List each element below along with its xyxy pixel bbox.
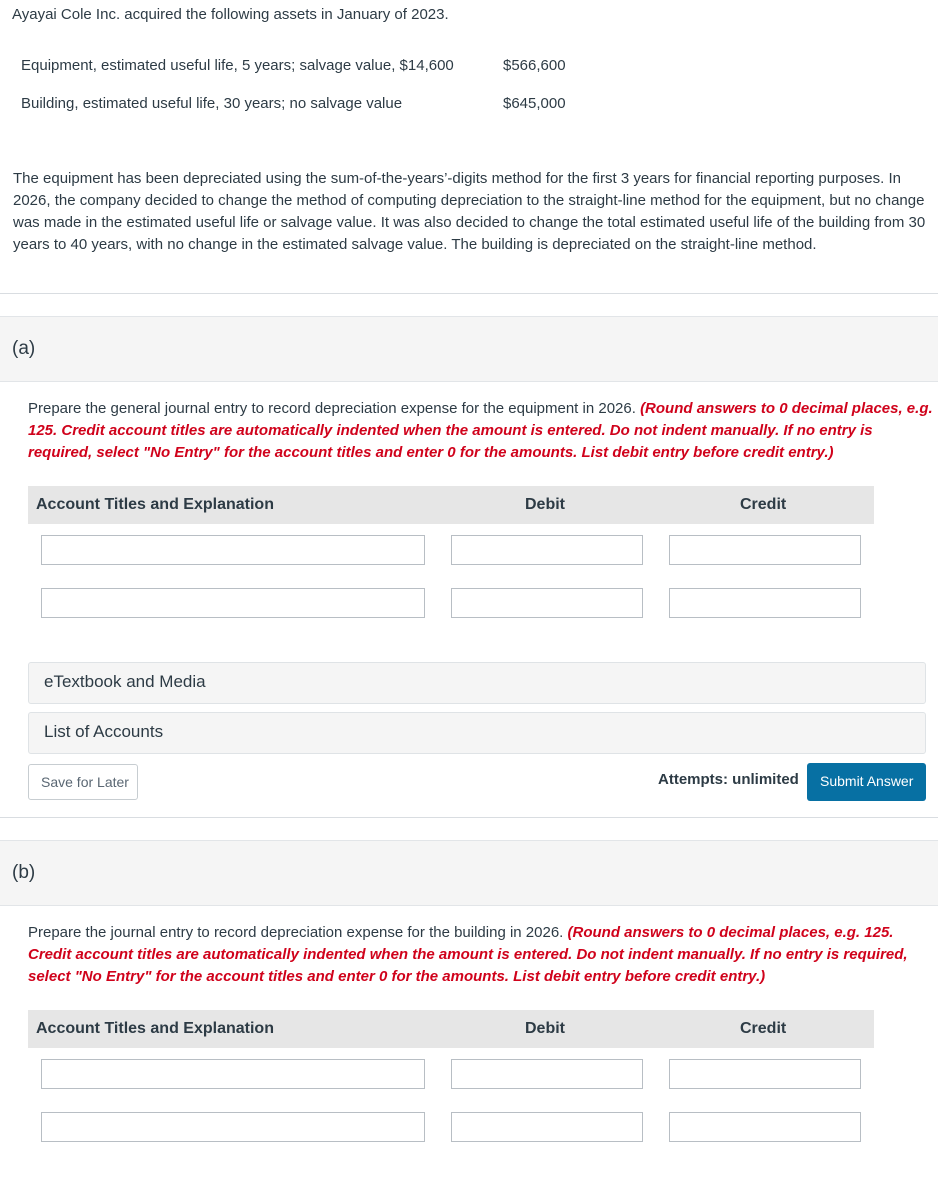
submit-answer-button[interactable] bbox=[807, 763, 926, 801]
problem-intro: Ayayai Cole Inc. acquired the following assets in January of 2023. bbox=[12, 6, 449, 23]
part-a-row1-debit-input[interactable] bbox=[451, 535, 643, 565]
part-a-row2-account-input[interactable] bbox=[41, 588, 425, 618]
part-b-row1-account-input[interactable] bbox=[41, 1059, 425, 1089]
part-a-table-header bbox=[28, 486, 874, 524]
part-a-instructions bbox=[28, 398, 933, 464]
submit-answer-label: Submit Answer bbox=[820, 773, 914, 789]
part-b-row2-debit-input[interactable] bbox=[451, 1112, 643, 1142]
part-b-row1-credit-input[interactable] bbox=[669, 1059, 861, 1089]
list-of-accounts-toggle[interactable] bbox=[28, 712, 926, 754]
col-account-titles: Account Titles and Explanation bbox=[36, 1020, 274, 1037]
asset-building-label: Building, estimated useful life, 30 years; no salvage value bbox=[21, 95, 403, 112]
save-for-later-label: Save for Later bbox=[41, 774, 129, 790]
part-b-row1-debit-input[interactable] bbox=[451, 1059, 643, 1089]
part-a-instruction-text: Prepare the general journal entry to record depreciation expense for the equipment in 2026. bbox=[28, 400, 636, 417]
asset-building-amount: $645,000 bbox=[503, 95, 566, 112]
part-b-label: (b) bbox=[12, 862, 36, 883]
part-b-table-header bbox=[28, 1010, 874, 1048]
part-a-row1-account-input[interactable] bbox=[41, 535, 425, 565]
part-a-row2-credit-input[interactable] bbox=[669, 588, 861, 618]
asset-equipment-amount: $566,600 bbox=[503, 57, 566, 74]
col-account-titles: Account Titles and Explanation bbox=[36, 496, 274, 513]
etextbook-media-label: eTextbook and Media bbox=[44, 672, 206, 691]
col-debit: Debit bbox=[525, 1020, 565, 1037]
col-credit: Credit bbox=[740, 1020, 787, 1037]
part-b-instructions bbox=[28, 922, 933, 988]
part-b-row2-credit-input[interactable] bbox=[669, 1112, 861, 1142]
save-for-later-button[interactable] bbox=[28, 764, 138, 800]
list-of-accounts-label: List of Accounts bbox=[44, 722, 164, 741]
problem-description: The equipment has been depreciated using the sum-of-the-years’-digits method for the first 3 years for financial reporting purposes. In 2026, the company decided to change the method of computing depreciation to the straight-line method for the equipment, but no change was made in the estimated useful life or salvage value. It was also decided to change the total estimated useful life of the building from 30 years to 40 years, with no change in the estimated salvage value. The building is depreciated on the straight-line method. bbox=[13, 170, 926, 253]
part-b-note: (Round answers to 0 decimal places, e.g. 125. Credit account titles are automatically indented when the amount is entered. Do not indent manually. If no entry is required, select "No Entry" for the account titles and enter 0 for the amounts. List debit entry before credit entry.) bbox=[28, 924, 908, 985]
part-a-header bbox=[0, 316, 938, 382]
part-b-instruction-text: Prepare the journal entry to record depreciation expense for the building in 2026. bbox=[28, 924, 564, 941]
etextbook-media-toggle[interactable] bbox=[28, 662, 926, 704]
part-a-row1-credit-input[interactable] bbox=[669, 535, 861, 565]
asset-equipment-label: Equipment, estimated useful life, 5 years; salvage value, $14,600 bbox=[21, 57, 454, 74]
part-b-row2-account-input[interactable] bbox=[41, 1112, 425, 1142]
part-a-row2-debit-input[interactable] bbox=[451, 588, 643, 618]
divider bbox=[0, 293, 938, 294]
part-a-label: (a) bbox=[12, 338, 36, 359]
part-a-note: (Round answers to 0 decimal places, e.g. 125. Credit account titles are automatically indented when the amount is entered. Do not indent manually. If no entry is required, select "No Entry" for the account titles and enter 0 for the amounts. List debit entry before credit entry.) bbox=[28, 400, 933, 461]
col-credit: Credit bbox=[740, 496, 787, 513]
attempts-status: Attempts: unlimited bbox=[658, 771, 799, 788]
col-debit: Debit bbox=[525, 496, 565, 513]
part-b-header bbox=[0, 840, 938, 906]
divider bbox=[0, 817, 938, 818]
